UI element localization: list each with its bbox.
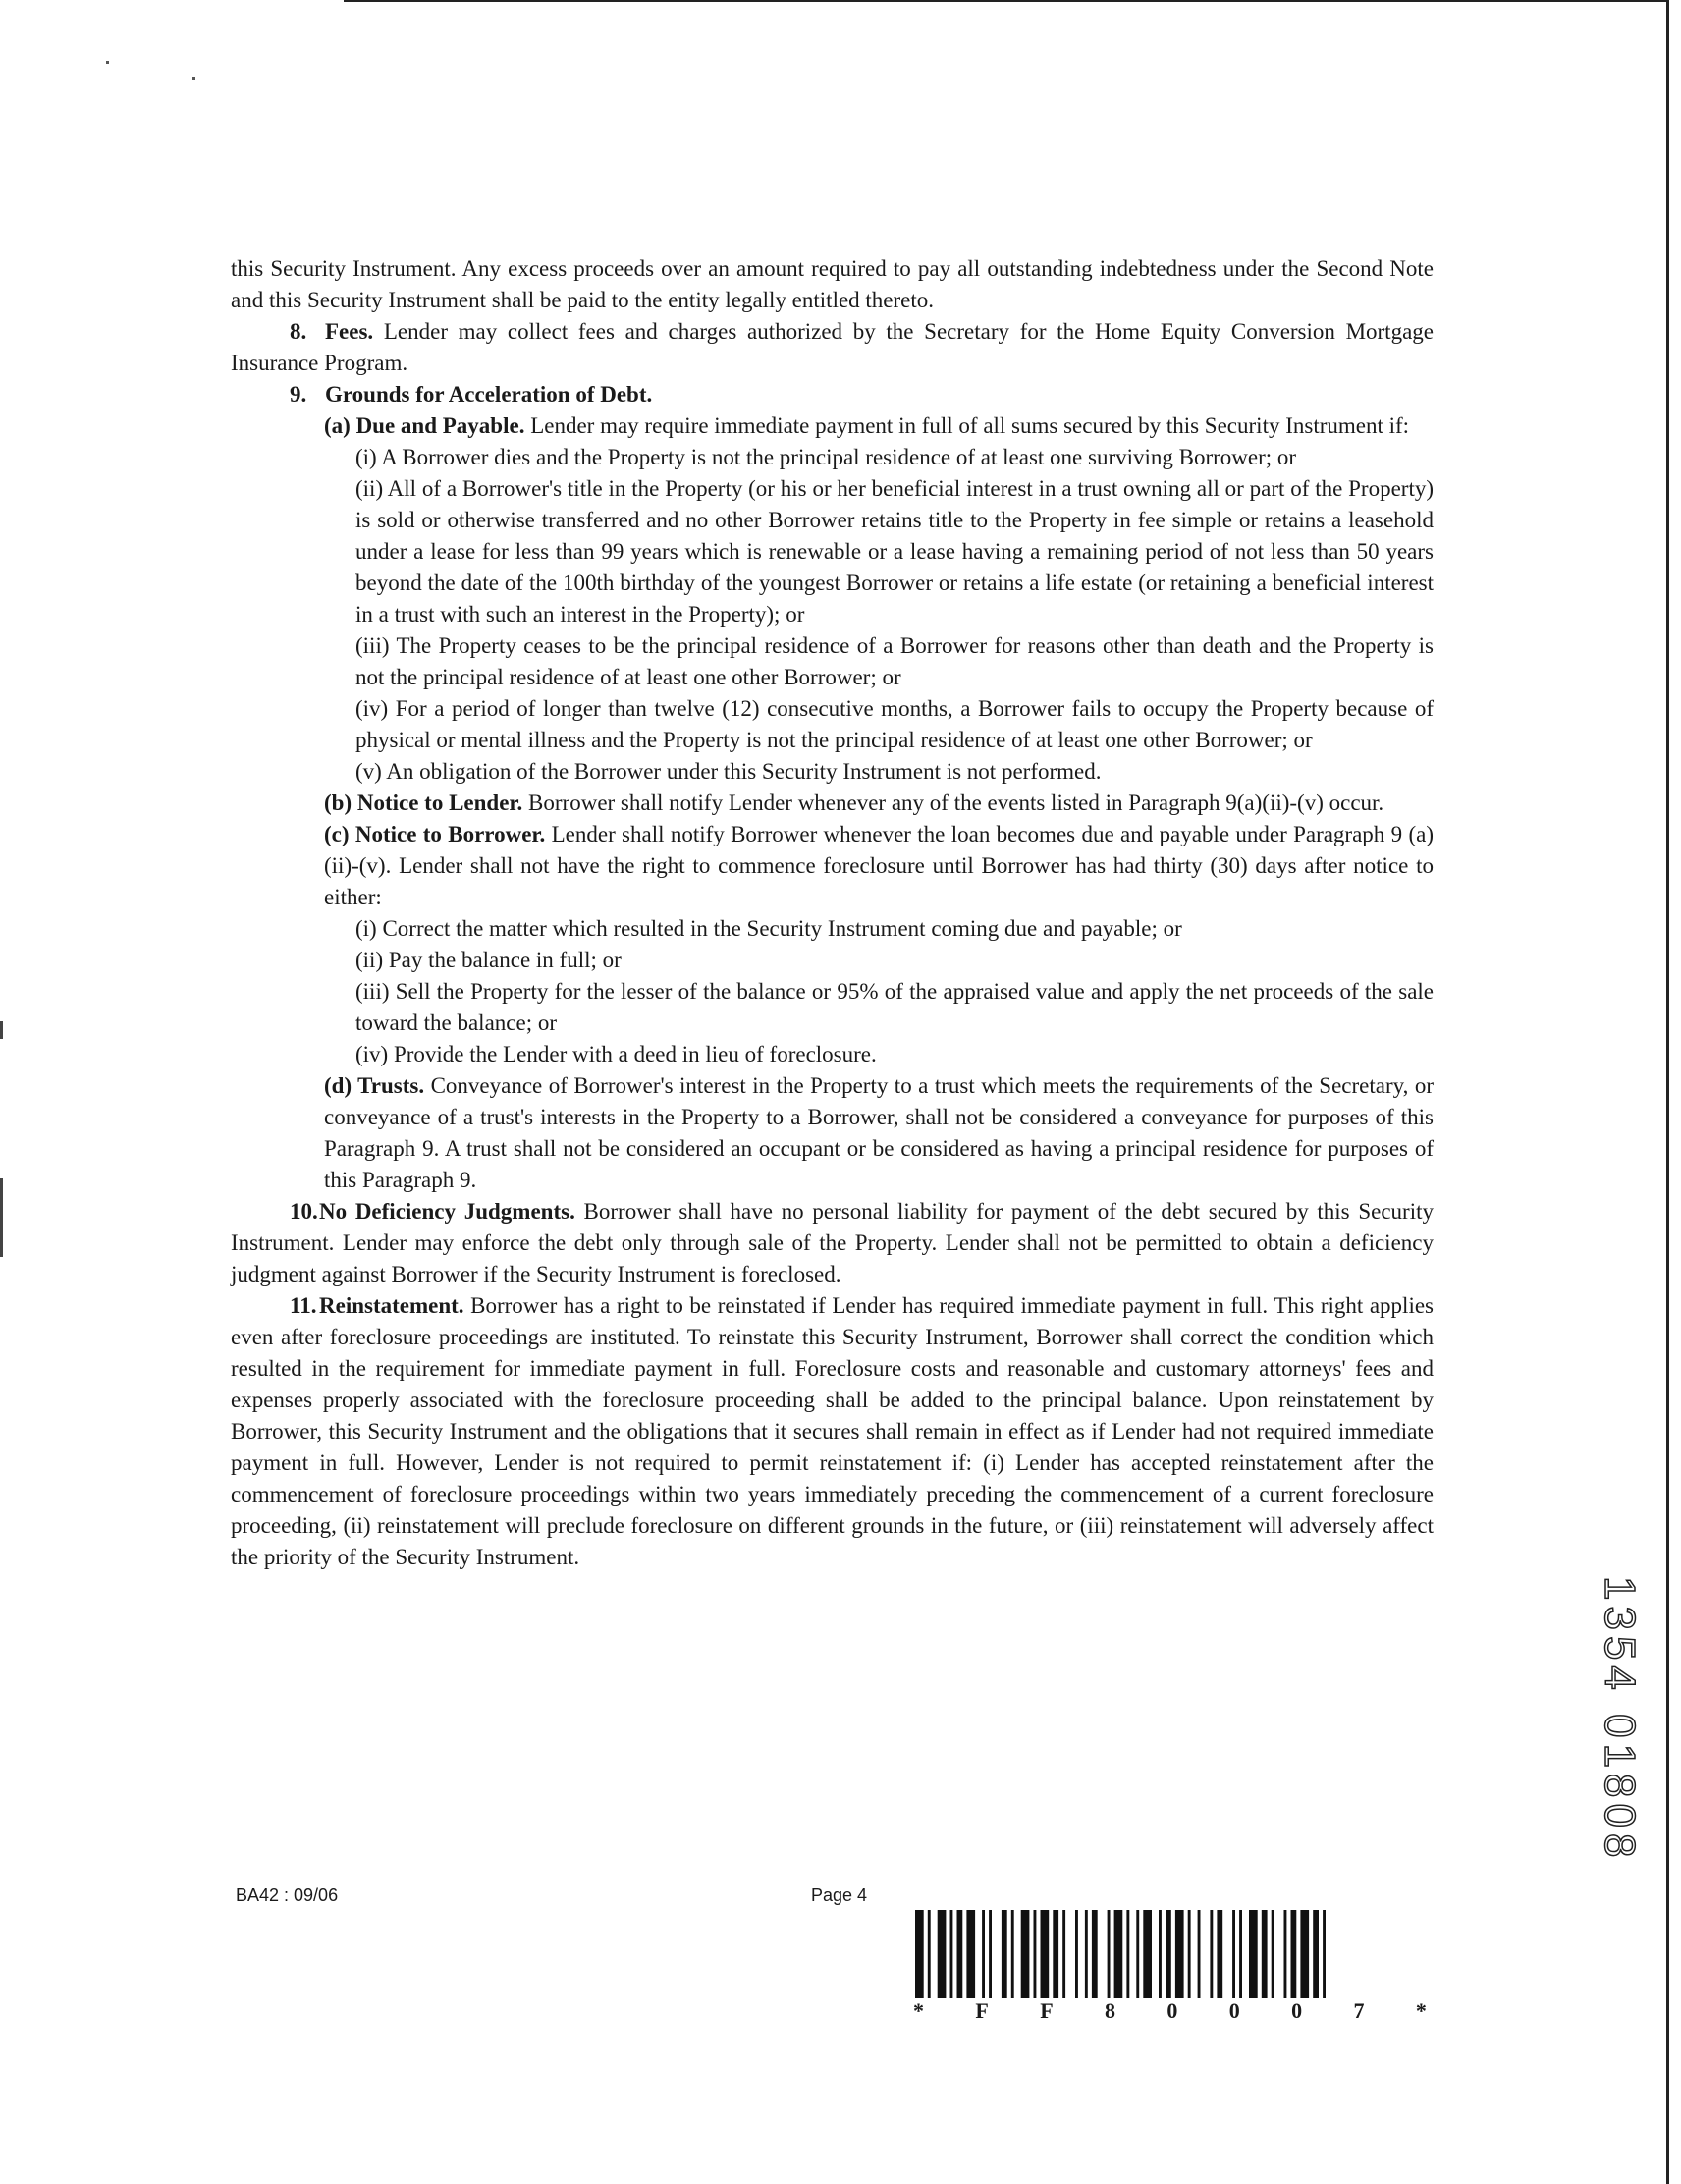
clause-9c-ii: (ii) Pay the balance in full; or [355, 948, 622, 972]
page-top-edge [344, 0, 1669, 2]
barcode-char: F [975, 1998, 991, 2023]
barcode-char: * [1415, 1998, 1429, 2023]
section-number: 9. [290, 382, 307, 407]
barcode-char: * [913, 1998, 926, 2023]
section-title: No Deficiency Judgments. [319, 1199, 575, 1224]
section-title: Grounds for Acceleration of Debt. [325, 382, 653, 407]
subsection-text: Conveyance of Borrower's interest in the Property to a trust which meets the requirements of the Secretary, or conveyance of a trust's interests in the Property to a Borrower, shall not be considered a conveyance for purposes of this Paragraph 9. A trust shall not be considered an occupant or be considered as having a principal residence for purposes of this Paragraph 9. [324, 1073, 1434, 1192]
section-11 [231, 1290, 1434, 1573]
subsection-text: Lender may require immediate payment in full of all sums secured by this Security Instrument if: [524, 413, 1410, 438]
scan-edge-mark [0, 1021, 3, 1039]
section-9a [231, 410, 1434, 442]
form-code: BA42 : 09/06 [236, 1885, 339, 1905]
section-title: Reinstatement. [319, 1293, 464, 1318]
subsection-title: (d) Trusts. [324, 1073, 425, 1098]
section-title: Fees. [325, 319, 374, 344]
subsection-title: (b) Notice to Lender. [324, 791, 523, 815]
clause-9a-v: (v) An obligation of the Borrower under this Security Instrument is not performed. [355, 759, 1102, 784]
subsection-title: (c) Notice to Borrower. [324, 822, 546, 846]
barcode-char: 0 [1228, 1998, 1242, 2023]
page-number: Page 4 [811, 1885, 868, 1905]
section-number: 8. [290, 319, 307, 344]
clause-9a-iii: (iii) The Property ceases to be the principal residence of a Borrower for reasons other than death and the Property is not the principal residence of at least one other Borrower; or [355, 633, 1434, 689]
section-text: Lender may collect fees and charges authorized by the Secretary for the Home Equity Conversion Mortgage Insurance Program. [231, 319, 1434, 375]
clause-9a-i: (i) A Borrower dies and the Property is not the principal residence of at least one surviving Borrower; or [355, 445, 1297, 469]
section-text: Borrower has a right to be reinstated if Lender has required immediate payment in full. This right applies even after foreclosure proceedings are instituted. To reinstate this Security Instrument, Borrower shall correct the condition which resulted in the requirement for immediate payment in full. Foreclosure costs and reasonable and customary attorneys' fees and expenses properly associated with the foreclosure proceeding shall be added to the principal balance. Upon reinstatement by Borrower, this Security Instrument and the obligations that it secures shall remain in effect as if Lender had not required immediate payment in full. However, Lender is not required to permit reinstatement if: (i) Lender has accepted reinstatement after the commencement of foreclosure proceedings within two years immediately preceding the commencement of a current foreclosure proceeding, (ii) reinstatement will preclude foreclosure on different grounds in the future, or (iii) reinstatement will adversely affect the priority of the Security Instrument. [231, 1293, 1434, 1569]
barcode [913, 1910, 1429, 1998]
section-text: Borrower shall have no personal liability for payment of the debt secured by this Security Instrument. Lender may enforce the debt only through sale of the Property. Lender shall not be permitted to obtain a deficiency judgment against Borrower if the Security Instrument is foreclosed. [231, 1199, 1434, 1286]
side-stamp-number: 1354 01808 [1596, 1576, 1644, 1864]
section-10 [231, 1196, 1434, 1290]
section-number: 11. [290, 1293, 317, 1318]
subsection-text: Borrower shall notify Lender whenever any of the events listed in Paragraph 9(a)(ii)-(v) occur. [522, 791, 1384, 815]
barcode-char: 8 [1105, 1998, 1118, 2023]
intro-paragraph: this Security Instrument. Any excess proceeds over an amount required to pay all outstanding indebtedness under the Second Note and this Security Instrument shall be paid to the entity legally entitled thereto. [231, 256, 1434, 312]
section-number: 10. [290, 1199, 318, 1224]
clause-9a-iv: (iv) For a period of longer than twelve (12) consecutive months, a Borrower fails to occupy the Property because of physical or mental illness and the Property is not the principal residence of at least one other Borrower; or [355, 696, 1434, 752]
clause-9c-i: (i) Correct the matter which resulted in the Security Instrument coming due and payable; or [355, 916, 1182, 941]
scan-speck [106, 61, 109, 64]
clause-9c-iii: (iii) Sell the Property for the lesser of the balance or 95% of the appraised value and apply the net proceeds of the sale toward the balance; or [355, 979, 1434, 1035]
section-9c [231, 819, 1434, 913]
subsection-title: (a) Due and Payable. [324, 413, 525, 438]
barcode-char: 7 [1353, 1998, 1367, 2023]
scan-edge-mark [0, 1178, 3, 1257]
section-9 [231, 379, 1434, 410]
scan-speck [192, 77, 195, 80]
barcode-char: 0 [1291, 1998, 1305, 2023]
clause-9c-iv: (iv) Provide the Lender with a deed in lieu of foreclosure. [355, 1042, 877, 1066]
barcode-char: 0 [1166, 1998, 1180, 2023]
section-9d [231, 1070, 1434, 1196]
page-right-edge [1666, 0, 1669, 2184]
side-stamp [1589, 1576, 1644, 1864]
clause-9a-ii: (ii) All of a Borrower's title in the Property (or his or her beneficial interest in a trust owning all or part of the Property) is sold or otherwise transferred and no other Borrower retains title to the Property in fee simple or retains a leasehold under a lease for less than 99 years which is renewable or a lease having a remaining period of not less than 50 years beyond the date of the 100th birthday of the youngest Borrower or retains a life estate (or retaining a beneficial interest in a trust with such an interest in the Property); or [355, 476, 1434, 627]
barcode-char: F [1040, 1998, 1056, 2023]
section-9b [231, 788, 1434, 819]
section-8 [231, 316, 1434, 379]
subsection-text: Lender shall notify Borrower whenever the loan becomes due and payable under Paragraph 9 (a)(ii)-(v). Lender shall not have the right to commence foreclosure until Borrower has had thirty (30) days after notice to either: [324, 822, 1434, 909]
barcode-text [913, 1998, 1429, 2024]
document-body [231, 253, 1434, 1573]
